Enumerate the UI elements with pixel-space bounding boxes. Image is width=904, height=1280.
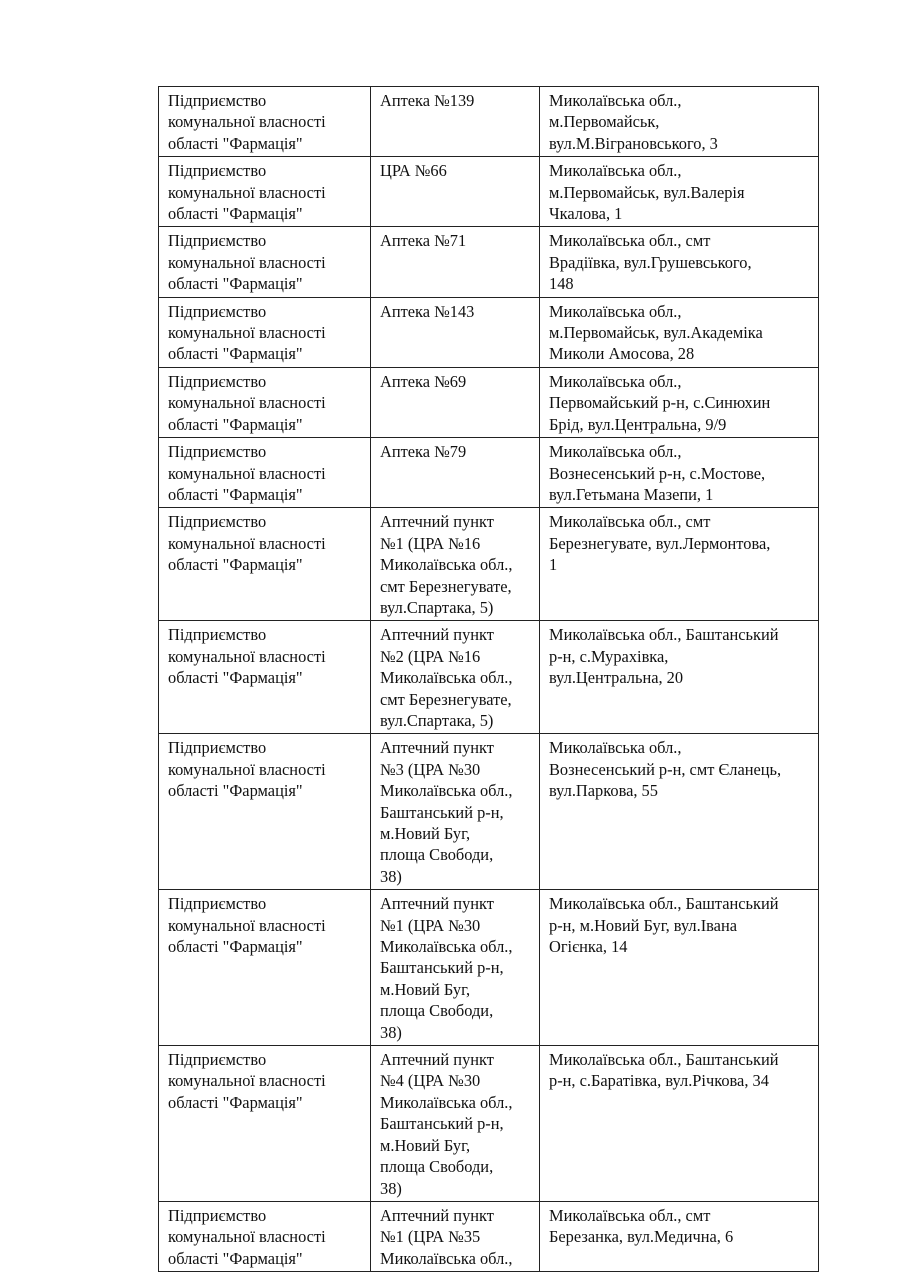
table-row [159,227,819,297]
table-row [159,1046,819,1202]
owner-cell: Підприємство комунальної власності області "Фармація" [159,297,371,367]
table-row [159,890,819,1046]
pharmacy-name-cell: Аптека №71 [371,227,540,297]
table-row [159,734,819,890]
table-row [159,87,819,157]
pharmacy-name-cell: Аптечний пункт №3 (ЦРА №30 Миколаївська обл., Баштанський р-н, м.Новий Буг, площа Свободи, 38) [371,734,540,890]
address-cell: Миколаївська обл., Баштанський р-н, с.Мурахівка, вул.Центральна, 20 [540,621,819,734]
address-cell: Миколаївська обл., Баштанський р-н, с.Баратівка, вул.Річкова, 34 [540,1046,819,1202]
owner-cell: Підприємство комунальної власності області "Фармація" [159,438,371,508]
owner-cell: Підприємство комунальної власності області "Фармація" [159,621,371,734]
pharmacy-table [158,86,819,1272]
owner-cell: Підприємство комунальної власності області "Фармація" [159,87,371,157]
address-cell: Миколаївська обл., Баштанський р-н, м.Новий Буг, вул.Івана Огієнка, 14 [540,890,819,1046]
owner-cell: Підприємство комунальної власності області "Фармація" [159,508,371,621]
pharmacy-name-cell: Аптека №69 [371,367,540,437]
pharmacy-name-cell: Аптека №79 [371,438,540,508]
address-cell: Миколаївська обл., м.Первомайськ, вул.Академіка Миколи Амосова, 28 [540,297,819,367]
owner-cell: Підприємство комунальної власності області "Фармація" [159,227,371,297]
address-cell: Миколаївська обл., смт Березнегувате, вул.Лермонтова, 1 [540,508,819,621]
table-row [159,157,819,227]
table-row [159,508,819,621]
pharmacy-name-cell: Аптечний пункт №4 (ЦРА №30 Миколаївська обл., Баштанський р-н, м.Новий Буг, площа Свободи, 38) [371,1046,540,1202]
address-cell: Миколаївська обл., Первомайський р-н, с.Синюхин Брід, вул.Центральна, 9/9 [540,367,819,437]
table-row [159,1201,819,1271]
owner-cell: Підприємство комунальної власності області "Фармація" [159,367,371,437]
table-row [159,367,819,437]
owner-cell: Підприємство комунальної власності області "Фармація" [159,1201,371,1271]
pharmacy-name-cell: Аптечний пункт №1 (ЦРА №35 Миколаївська обл., [371,1201,540,1271]
table-row [159,297,819,367]
owner-cell: Підприємство комунальної власності області "Фармація" [159,890,371,1046]
owner-cell: Підприємство комунальної власності області "Фармація" [159,734,371,890]
owner-cell: Підприємство комунальної власності області "Фармація" [159,1046,371,1202]
address-cell: Миколаївська обл., м.Первомайськ, вул.М.Віграновського, 3 [540,87,819,157]
pharmacy-name-cell: Аптека №139 [371,87,540,157]
pharmacy-name-cell: Аптека №143 [371,297,540,367]
pharmacy-name-cell: Аптечний пункт №1 (ЦРА №30 Миколаївська обл., Баштанський р-н, м.Новий Буг, площа Свободи, 38) [371,890,540,1046]
address-cell: Миколаївська обл., Вознесенський р-н, с.Мостове, вул.Гетьмана Мазепи, 1 [540,438,819,508]
owner-cell: Підприємство комунальної власності області "Фармація" [159,157,371,227]
pharmacy-name-cell: Аптечний пункт №1 (ЦРА №16 Миколаївська обл., смт Березнегувате, вул.Спартака, 5) [371,508,540,621]
pharmacy-name-cell: ЦРА №66 [371,157,540,227]
address-cell: Миколаївська обл., смт Врадіївка, вул.Грушевського, 148 [540,227,819,297]
table-row [159,621,819,734]
pharmacy-name-cell: Аптечний пункт №2 (ЦРА №16 Миколаївська обл., смт Березнегувате, вул.Спартака, 5) [371,621,540,734]
address-cell: Миколаївська обл., Вознесенський р-н, смт Єланець, вул.Паркова, 55 [540,734,819,890]
address-cell: Миколаївська обл., смт Березанка, вул.Медична, 6 [540,1201,819,1271]
table-row [159,438,819,508]
address-cell: Миколаївська обл., м.Первомайськ, вул.Валерія Чкалова, 1 [540,157,819,227]
